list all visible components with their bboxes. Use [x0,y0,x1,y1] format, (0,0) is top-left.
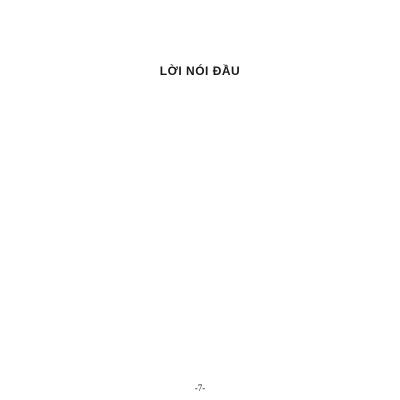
page-number: -7- [194,383,206,393]
page-heading: LỜI NÓI ĐẦU [159,64,241,78]
